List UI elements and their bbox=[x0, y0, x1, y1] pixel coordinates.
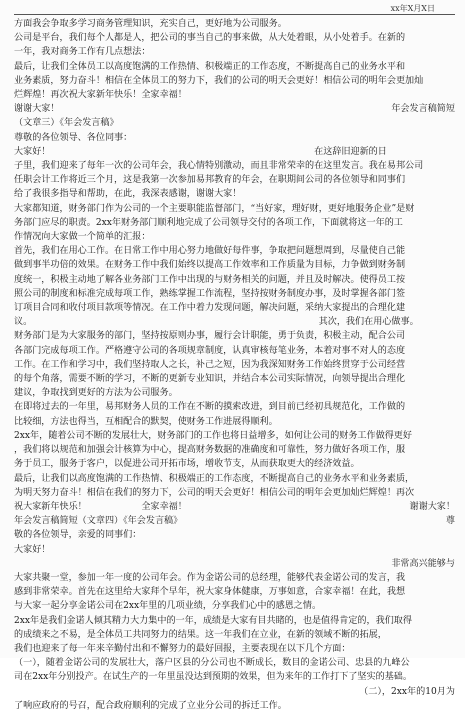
text-line: 大家都知道，财务部门作为公司的一个主要职能监督部门，“当好家，理好财，更好地服务企业”是财 bbox=[14, 203, 415, 214]
text-line: 照公司的制度和标准完成每项工作，熟练掌握工作流程，坚持按财务制度办事，及时掌握各部门签 bbox=[14, 288, 406, 299]
text-line: 大家共聚一堂，参加一年一度的公司年会。作为金诺公司的总经理，能够代表金诺公司的发言，我 bbox=[14, 572, 406, 583]
salutation: 尊敬的各位领导、各位同事： bbox=[14, 132, 133, 143]
text-line: 2xx年，随着公司不断的发展壮大，财务部门的工作也将日益增多，如何让公司的财务工作做得更好 bbox=[14, 430, 412, 441]
salutation: 敬的各位领导，亲爱的同事们： bbox=[14, 530, 142, 541]
text-line: 建议，争取找到更好的方法为公司服务。 bbox=[14, 388, 178, 399]
text-line: 任职会计工作将近三个月，这是我第一次参加易邦教育的年会，在职期间公司的各位领导和同事们 bbox=[14, 175, 406, 186]
text-line: 首先，我们在用心工作。在日常工作中用心努力地做好每件事，争取把问题想周到，尽量使自己能 bbox=[14, 246, 406, 257]
thanks-text: 谢谢大家！ bbox=[14, 104, 60, 115]
text-line: 财务部门是为大家服务的部门，坚持按原则办事，履行会计职能，勇于负责，积极主动，配合公司 bbox=[14, 331, 406, 342]
text-line: 一年，我对商务工作有几点想法： bbox=[14, 47, 151, 58]
text-line: 比较细，方法也得当，互相配合的默契，使财务工作进展得顺利。 bbox=[14, 416, 278, 427]
section-title: 年会发言稿简短（文章四）《年会发言稿》 bbox=[14, 516, 183, 527]
text-line: 大家好！ 在这辞旧迎新的日 bbox=[14, 146, 387, 157]
text-line: 最后，让我们以高度饱满的工作热情、积极端正的工作态度，不断提高自己的业务水平和业务素质， bbox=[14, 473, 415, 484]
text-line: 订项目合同和收付项目款项等情况。在工作中着力发现问题，解决问题，采纳大家提出的合理化建 bbox=[14, 303, 406, 314]
text-line: 方面我会争取多学习商务管理知识，充实自己，更好地为公司服务。 bbox=[14, 19, 287, 29]
text-line: 最后，让我们全体员工以高度饱满的工作热情、积极端正的工作态度，不断提高自己的业务水平和 bbox=[14, 61, 406, 72]
text-line: （一），随着金诺公司的发展壮大，落户区县的分公司也不断成长，数目的金诺公司、忠县的九峰公 bbox=[14, 658, 410, 669]
text-line: 非常高兴能够与 bbox=[391, 558, 455, 569]
text-line: 的成绩来之不易，是全体员工共同努力的结果。这一年我们在立业，在新的领域不断的拓展， bbox=[14, 629, 387, 640]
text-line: 司在2xx年分别投产。在试生产的一年里虽没达到预期的效果，但为来年的工作打下了坚实的基础。 bbox=[14, 672, 412, 683]
text-line: 在即将过去的一年里，易邦财务人员的工作在不断的摸索改进，到目前已经初具规范化，工作做的 bbox=[14, 402, 406, 413]
text-line: 感到非常荣幸。首先在这里给大家拜个早年，祝大家身体健康，万事如意，合家幸福！在此，我想 bbox=[14, 587, 406, 598]
section-title: （文章三）《年会发言稿》 bbox=[14, 118, 119, 129]
text-line: 各部门完成每项工作。严格遵守公司的各项规章制度，认真审核每笔业务，本着对事不对人的态度 bbox=[14, 345, 406, 356]
text-line: 做到事半功倍的效果。在财务工作中我们始终以提高工作效率和工作质量为目标，力争做到财务制 bbox=[14, 260, 406, 271]
honor-row bbox=[14, 557, 455, 571]
text-line: 给了我很多指导和帮助，在此，我深表感谢，谢谢大家！ bbox=[14, 189, 242, 200]
text-line: 度统一，积极主动地了解各业务部门工作中出现的与财务相关的问题，并且及时解决。使得员工按 bbox=[14, 274, 406, 285]
text-line: 作情况向大家做一个简单的汇报： bbox=[14, 232, 151, 243]
text-line: 烂辉煌！再次祝大家新年快乐！全家幸福！ bbox=[14, 90, 187, 101]
section-title-row bbox=[14, 514, 455, 528]
text-line: 为明天努力奋斗！相信在我们的努力下，公司的明天会更好！相信公司的明年会更加灿烂辉煌！再次 bbox=[14, 487, 415, 498]
para2-row bbox=[14, 685, 455, 699]
title-tail: 尊 bbox=[445, 516, 455, 527]
text-line: 的每个角落，需要不断的学习，不断的更新专业知识，并结合本公司实际情况，向领导提出合理化 bbox=[14, 374, 406, 385]
text-line: 议。 其次，我们在用心做事。 bbox=[14, 317, 419, 328]
header-date: xx年X月X日 bbox=[390, 4, 435, 13]
document-body bbox=[14, 17, 455, 713]
text-line: 我们也迎来了每一年来辛勤付出和不懈努力的最好回报，主要表现在以下几个方面： bbox=[14, 643, 351, 654]
greeting: 大家好！ bbox=[14, 544, 51, 555]
text-line: 业务素质，努力奋斗！相信在全体员工的努力下，我们的公司的明天会更好！相信公司的明年会更加灿 bbox=[14, 75, 424, 86]
text-line: 与大家一起分享金诺公司在2xx年里的几项业绩，分享我们心中的感恩之情。 bbox=[14, 601, 322, 612]
text-line: 了响应政府的号召，配合政府顺利的完成了立业分公司的拆迁工作。 bbox=[14, 700, 287, 711]
wishes-row bbox=[14, 500, 455, 514]
text-line: 务于员工，服务于客户，以促进公司开拓市场，增收节支，从而获取更大的经济效益。 bbox=[14, 459, 360, 470]
text-line: 工作。在工作和学习中，我们坚持取人之长，补己之短，因为我深知财务工作始终贯穿于公司经营 bbox=[14, 359, 406, 370]
text-line: 子里，我们迎来了每年一次的公司年会，我心情特别激动，而且非常荣幸的在这里发言。我在易邦公司 bbox=[14, 161, 424, 172]
text-line: 公司是平台，我们每个人都是人，把公司的事当自己的事来做，从大处着眼，从小处着手。在新的 bbox=[14, 33, 406, 44]
header-rule bbox=[14, 14, 455, 15]
thanks-text: 谢谢大家！ bbox=[409, 501, 455, 512]
text-line: （二），2xx年的10月为 bbox=[359, 686, 455, 697]
thanks-row bbox=[14, 102, 455, 116]
text-line: 务部门应尽的职责。2xx年财务部门顺利地完成了公司领导交付的各项工作，下面就将这一年的工 bbox=[14, 217, 403, 228]
section-title-short: 年会发言稿简短 bbox=[391, 104, 455, 115]
text-line: ，我们将以规范和加强会计核算为中心，提高财务数据的准确度和可靠性，努力做好各项工作，服 bbox=[14, 445, 406, 456]
text-line: 祝大家新年快乐！ 全家幸福！ bbox=[14, 501, 187, 512]
text-line: 2xx年是我们金诺人倾其精力大力集中的一年，成绩是大家有目共睹的，也是值得肯定的，我们取得 bbox=[14, 615, 412, 626]
